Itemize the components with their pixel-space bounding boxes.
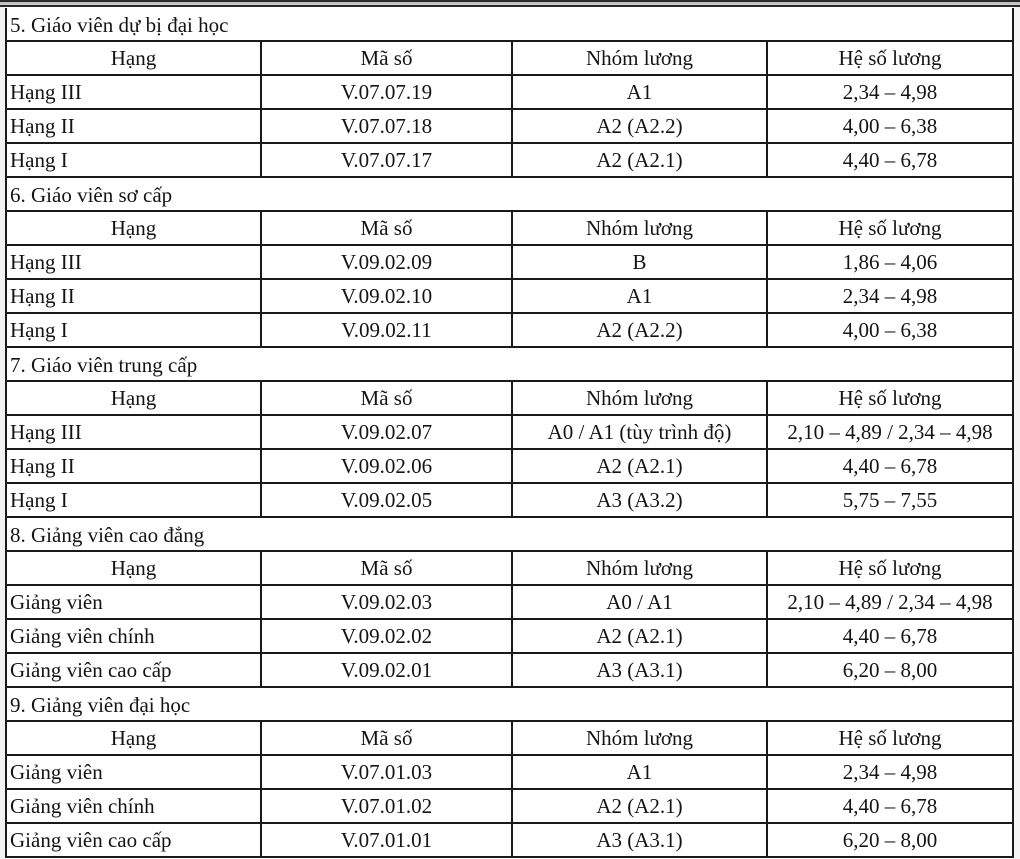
column-header-rank: Hạng (7, 42, 262, 74)
cell-code: V.09.02.03 (262, 586, 513, 618)
cell-salary-group: A2 (A2.1) (513, 144, 768, 176)
cell-code: V.09.02.06 (262, 450, 513, 482)
section-title: 7. Giáo viên trung cấp (7, 348, 1012, 382)
cell-salary-group: A1 (513, 756, 768, 788)
cell-salary-group: A2 (A2.1) (513, 620, 768, 652)
cell-salary-group: A0 / A1 (513, 586, 768, 618)
cell-code: V.09.02.11 (262, 314, 513, 346)
cell-salary-coefficient: 6,20 – 8,00 (842, 658, 938, 682)
cell-rank: Hạng II (7, 280, 262, 312)
table-row (7, 110, 1012, 144)
column-header-code: Mã số (262, 42, 513, 74)
cell-salary-coefficient: 5,75 – 7,55 (842, 488, 938, 512)
cell-rank: Hạng III (7, 76, 262, 108)
column-header-salary-coefficient: Hệ số lương (838, 46, 942, 70)
cell-salary-group: A1 (513, 280, 768, 312)
cell-code: V.09.02.02 (262, 620, 513, 652)
section-title: 9. Giảng viên đại học (7, 688, 1012, 722)
column-header-rank: Hạng (7, 212, 262, 244)
column-header-salary-coefficient: Hệ số lương (838, 726, 942, 750)
cell-code: V.07.01.03 (262, 756, 513, 788)
salary-table (5, 8, 1014, 858)
table-row (7, 484, 1012, 518)
table-row (7, 76, 1012, 110)
right-gutter (1014, 7, 1020, 859)
cell-salary-group: A2 (A2.2) (513, 110, 768, 142)
table-row (7, 450, 1012, 484)
table-row (7, 280, 1012, 314)
section-title: 5. Giáo viên dự bị đại học (7, 8, 1012, 42)
table-header-row (7, 42, 1012, 76)
cell-salary-group: A3 (A3.1) (513, 824, 768, 856)
column-header-salary-group: Nhóm lương (513, 42, 768, 74)
column-header-rank: Hạng (7, 552, 262, 584)
cell-rank: Hạng III (7, 416, 262, 448)
cell-salary-group: A2 (A2.2) (513, 314, 768, 346)
cell-rank: Hạng I (7, 314, 262, 346)
cell-salary-coefficient: 2,10 – 4,89 / 2,34 – 4,98 (787, 420, 993, 444)
table-row (7, 144, 1012, 178)
column-header-salary-group: Nhóm lương (513, 382, 768, 414)
column-header-code: Mã số (262, 552, 513, 584)
column-header-rank: Hạng (7, 722, 262, 754)
table-header-row (7, 382, 1012, 416)
table-header-row (7, 212, 1012, 246)
table-row (7, 586, 1012, 620)
cell-rank: Giảng viên cao cấp (7, 654, 262, 686)
column-header-salary-coefficient: Hệ số lương (838, 386, 942, 410)
cell-salary-group: A3 (A3.1) (513, 654, 768, 686)
cell-code: V.09.02.01 (262, 654, 513, 686)
cell-salary-coefficient: 2,34 – 4,98 (842, 80, 938, 104)
cell-rank: Hạng III (7, 246, 262, 278)
table-row (7, 620, 1012, 654)
cell-rank: Hạng I (7, 144, 262, 176)
section-title: 8. Giảng viên cao đẳng (7, 518, 1012, 552)
cell-code: V.07.07.17 (262, 144, 513, 176)
cell-salary-coefficient: 2,34 – 4,98 (842, 760, 938, 784)
cell-rank: Giảng viên cao cấp (7, 824, 262, 856)
column-header-code: Mã số (262, 212, 513, 244)
table-row (7, 314, 1012, 348)
cell-code: V.09.02.05 (262, 484, 513, 516)
cell-code: V.09.02.07 (262, 416, 513, 448)
table-row (7, 756, 1012, 790)
column-header-salary-coefficient: Hệ số lương (838, 556, 942, 580)
table-row (7, 654, 1012, 688)
cell-salary-coefficient: 4,00 – 6,38 (842, 114, 938, 138)
column-header-salary-group: Nhóm lương (513, 722, 768, 754)
cell-code: V.09.02.09 (262, 246, 513, 278)
column-header-rank: Hạng (7, 382, 262, 414)
cell-rank: Giảng viên (7, 756, 262, 788)
table-row (7, 824, 1012, 858)
column-header-code: Mã số (262, 382, 513, 414)
section-title: 6. Giáo viên sơ cấp (7, 178, 1012, 212)
table-row (7, 416, 1012, 450)
column-header-salary-group: Nhóm lương (513, 552, 768, 584)
table-header-row (7, 552, 1012, 586)
column-header-code: Mã số (262, 722, 513, 754)
cell-salary-coefficient: 6,20 – 8,00 (842, 828, 938, 852)
cell-salary-coefficient: 2,10 – 4,89 / 2,34 – 4,98 (787, 590, 993, 614)
cell-salary-coefficient: 2,34 – 4,98 (842, 284, 938, 308)
cell-code: V.07.01.01 (262, 824, 513, 856)
cell-rank: Giảng viên chính (7, 790, 262, 822)
table-header-row (7, 722, 1012, 756)
cell-salary-group: B (513, 246, 768, 278)
cell-salary-coefficient: 1,86 – 4,06 (842, 250, 938, 274)
cell-salary-group: A3 (A3.2) (513, 484, 768, 516)
cell-rank: Giảng viên chính (7, 620, 262, 652)
cell-code: V.07.01.02 (262, 790, 513, 822)
cell-rank: Hạng I (7, 484, 262, 516)
cell-salary-coefficient: 4,00 – 6,38 (842, 318, 938, 342)
table-row (7, 246, 1012, 280)
cell-salary-coefficient: 4,40 – 6,78 (842, 148, 938, 172)
cell-salary-coefficient: 4,40 – 6,78 (842, 794, 938, 818)
cell-code: V.07.07.19 (262, 76, 513, 108)
column-header-salary-coefficient: Hệ số lương (838, 216, 942, 240)
cell-rank: Giảng viên (7, 586, 262, 618)
cell-salary-coefficient: 4,40 – 6,78 (842, 454, 938, 478)
cell-salary-group: A1 (513, 76, 768, 108)
cell-salary-group: A0 / A1 (tùy trình độ) (513, 416, 768, 448)
cell-rank: Hạng II (7, 450, 262, 482)
cell-code: V.07.07.18 (262, 110, 513, 142)
cell-code: V.09.02.10 (262, 280, 513, 312)
cell-salary-coefficient: 4,40 – 6,78 (842, 624, 938, 648)
top-border-band (0, 0, 1020, 7)
cell-salary-group: A2 (A2.1) (513, 790, 768, 822)
cell-salary-group: A2 (A2.1) (513, 450, 768, 482)
cell-rank: Hạng II (7, 110, 262, 142)
table-row (7, 790, 1012, 824)
column-header-salary-group: Nhóm lương (513, 212, 768, 244)
